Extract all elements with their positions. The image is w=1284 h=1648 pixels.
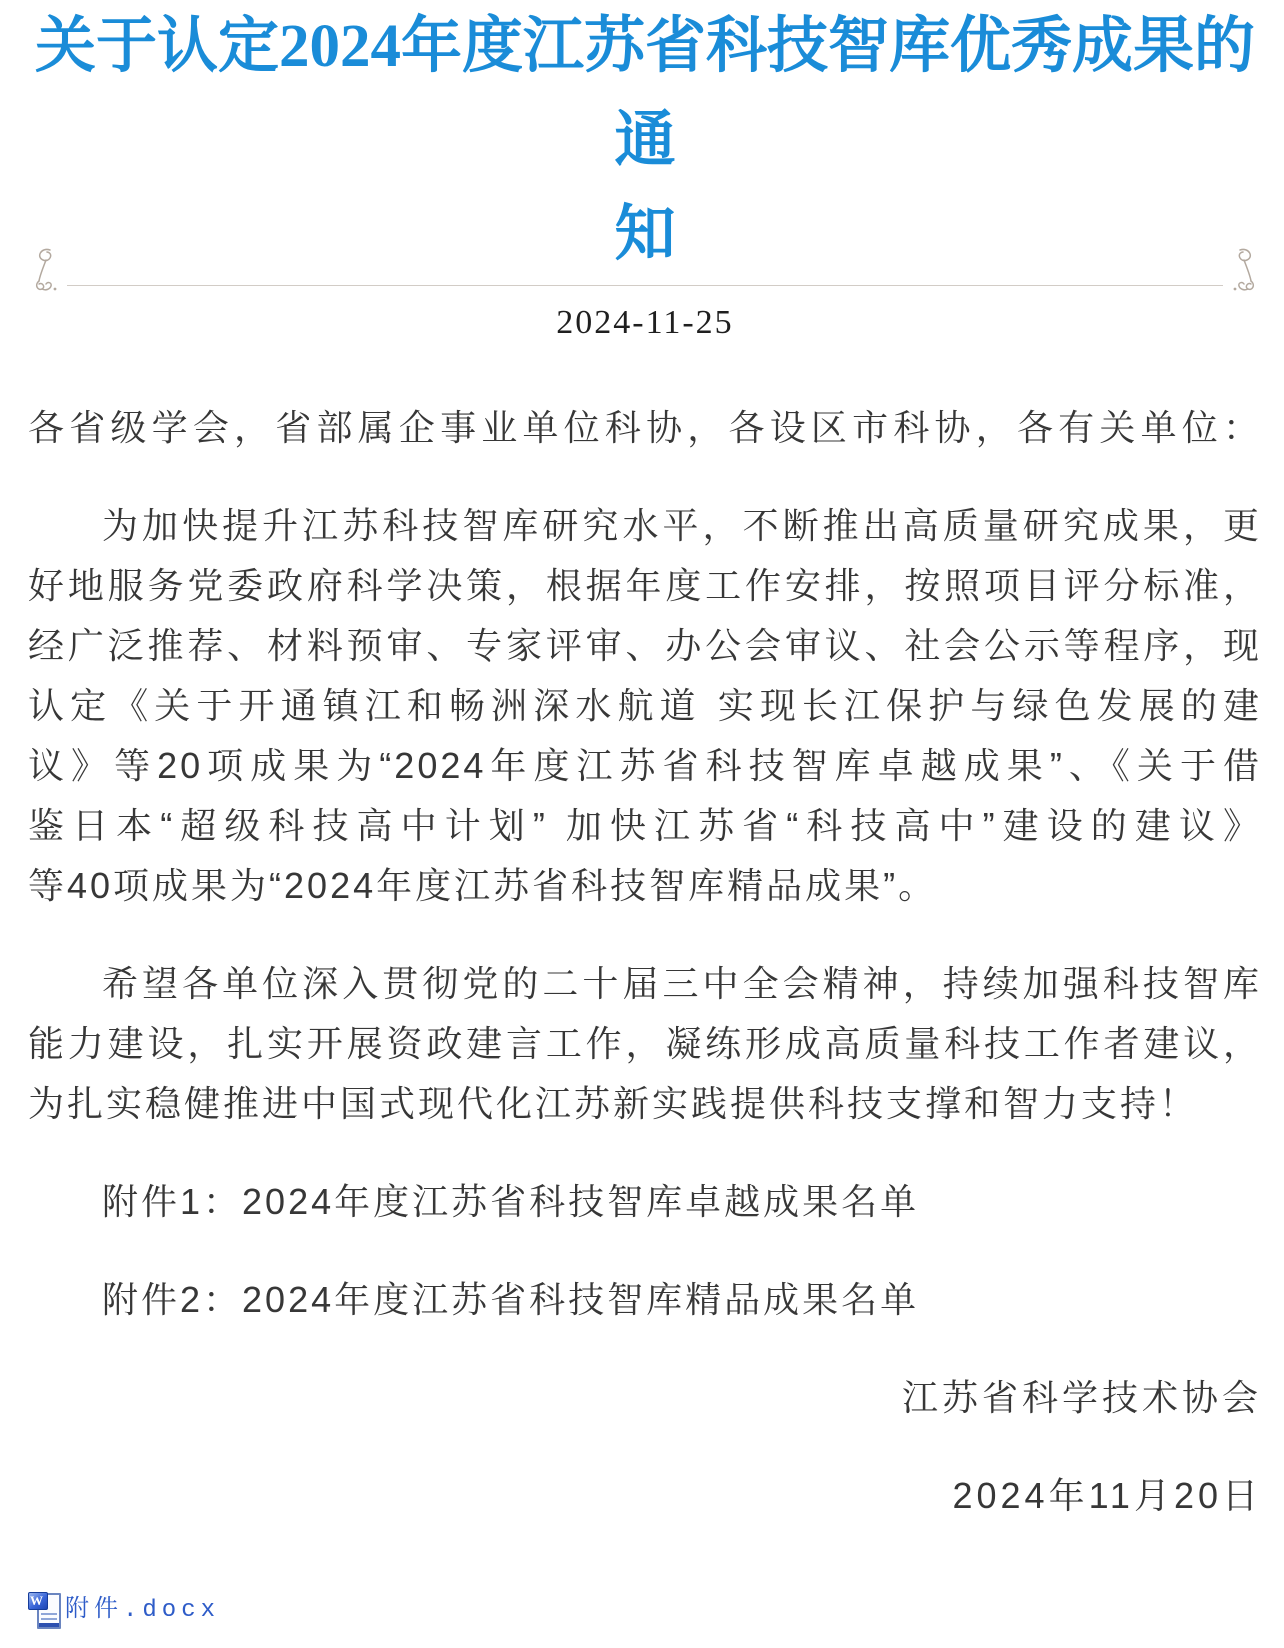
paragraph-line: 希望各单位深入贯彻党的二十届三中全会精神，持续加强科技智库 xyxy=(102,963,1262,1004)
paragraph-line: 能力建设，扎实开展资政建言工作，凝练形成高质量科技工作者建议， xyxy=(28,1023,1262,1064)
signature-block xyxy=(28,1368,1262,1526)
word-icon-letter: W xyxy=(30,1593,46,1608)
attachment-list-item-1: 附件1：2024年度江苏省科技智库卓越成果名单 xyxy=(102,1181,920,1222)
salutation-line: 各省级学会，省部属企事业单位科协，各设区市科协，各有关单位： xyxy=(28,407,1262,448)
paragraph-line: 为加快提升江苏科技智库研究水平，不断推出高质量研究成果，更 xyxy=(102,505,1262,546)
paragraph-2 xyxy=(28,954,1262,1134)
signature-org: 江苏省科学技术协会 xyxy=(901,1377,1262,1418)
word-document-icon xyxy=(28,1592,61,1630)
paragraph-line: 等40项成果为“2024年度江苏省科技智库精品成果”。 xyxy=(28,865,938,906)
attachment-link-label: 附件.docx xyxy=(65,1597,221,1624)
paragraph-line: 认定《关于开通镇江和畅洲深水航道 实现长江保护与绿色发展的建 xyxy=(28,685,1262,726)
paragraph-line: 为扎实稳健推进中国式现代化江苏新实践提供科技支撑和智力支持！ xyxy=(28,1083,1199,1124)
title-line-2: 知 xyxy=(614,201,676,268)
publish-date: 2024-11-25 xyxy=(556,304,734,341)
attachment-list-item-2: 附件2：2024年度江苏省科技智库精品成果名单 xyxy=(102,1279,920,1320)
attachment-link[interactable] xyxy=(28,1592,220,1630)
divider-rule xyxy=(67,285,1223,286)
flourish-right-icon xyxy=(1226,246,1260,294)
paragraph-line: 经广泛推荐、材料预审、专家评审、办公会审议、社会公示等程序，现 xyxy=(28,625,1262,666)
signature-date: 2024年11月20日 xyxy=(952,1475,1262,1516)
flourish-left-icon xyxy=(30,246,64,294)
notice-title xyxy=(28,0,1262,282)
notice-body xyxy=(28,398,1262,1648)
title-line-1: 关于认定2024年度江苏省科技智库优秀成果的通 xyxy=(34,13,1255,174)
salutation-paragraph xyxy=(28,398,1262,458)
paragraph-1 xyxy=(28,496,1262,916)
paragraph-line: 好地服务党委政府科学决策，根据年度工作安排，按照项目评分标准， xyxy=(28,565,1262,606)
paragraph-line: 议》等20项成果为“2024年度江苏省科技智库卓越成果”、《关于借 xyxy=(28,745,1262,786)
paragraph-line: 鉴日本“超级科技高中计划” 加快江苏省“科技高中”建设的建议》 xyxy=(28,805,1262,846)
